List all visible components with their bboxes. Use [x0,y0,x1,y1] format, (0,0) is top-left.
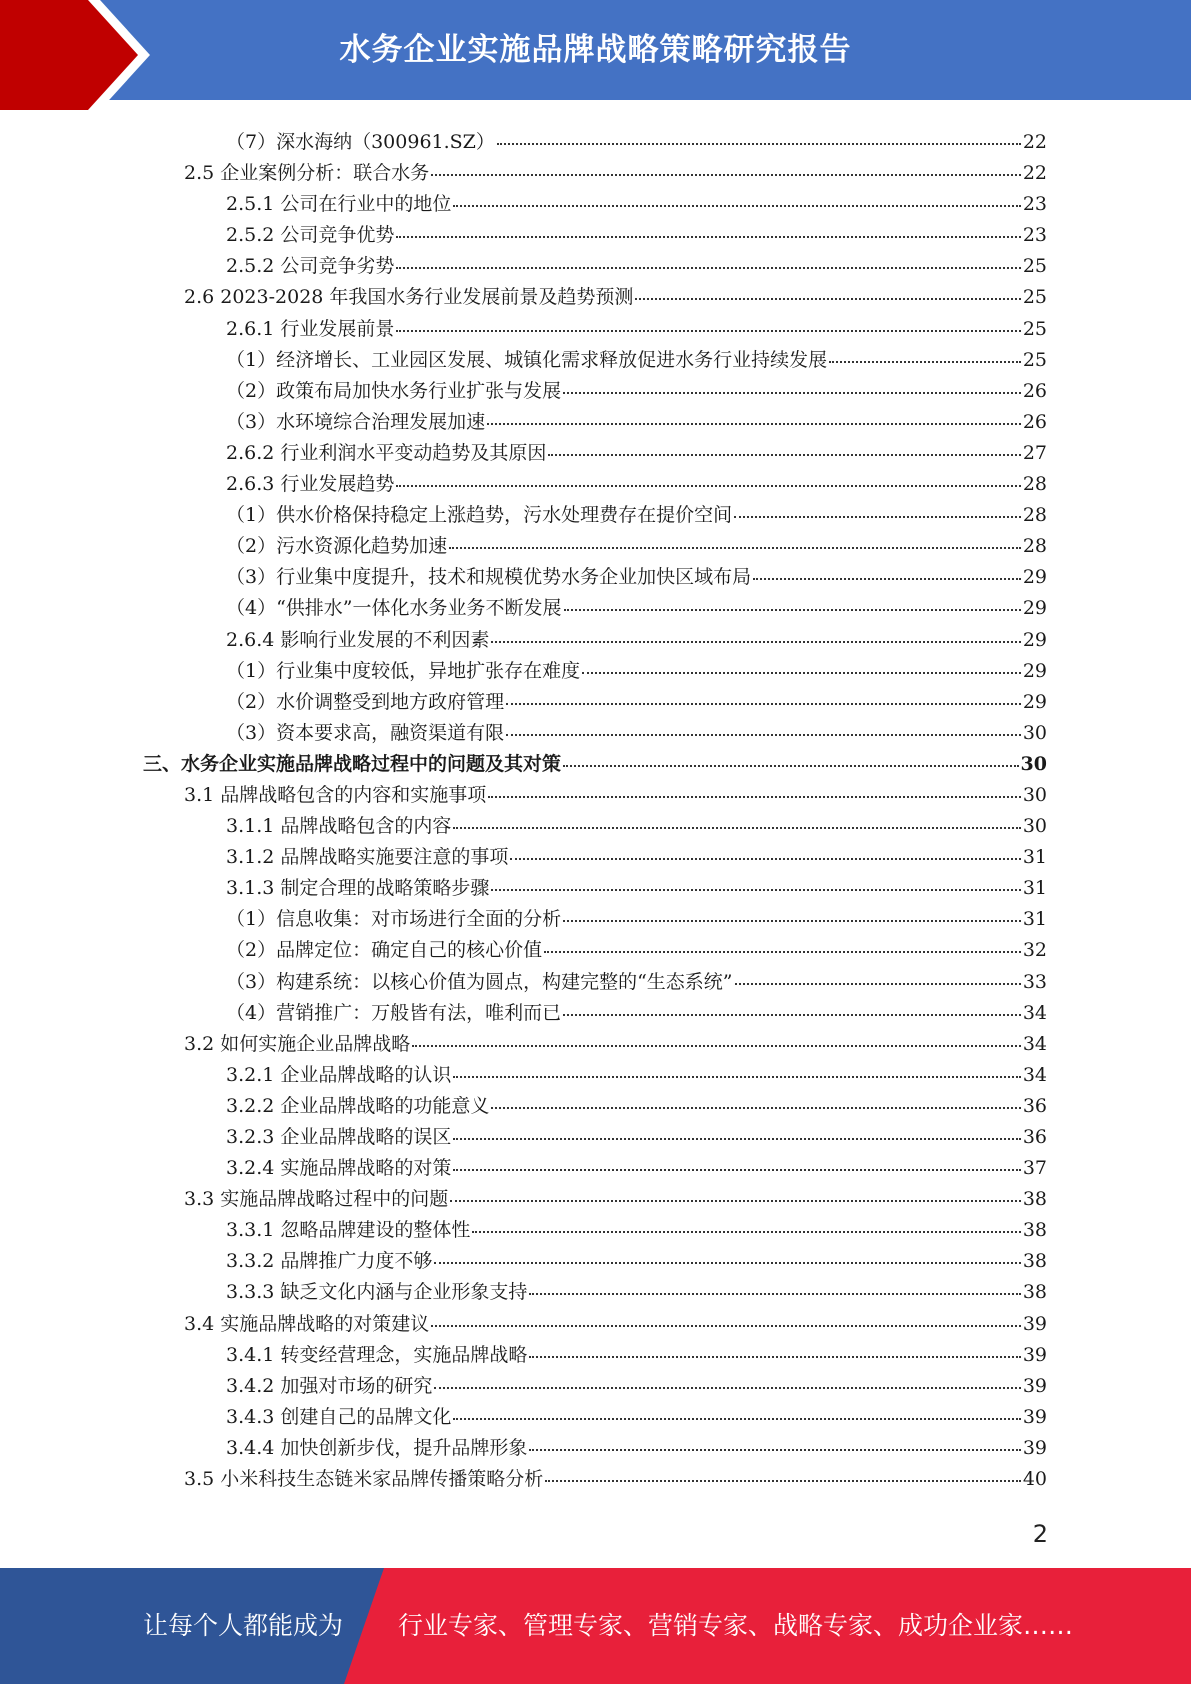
toc-entry[interactable] [0,500,1191,531]
toc-entry-page: 27 [1022,441,1047,464]
toc-entry[interactable] [0,998,1191,1029]
toc-entry-title: （4）“供排水”一体化水务业务不断发展 [226,597,562,620]
toc-entry-title: （1）经济增长、工业园区发展、城镇化需求释放促进水务行业持续发展 [226,348,828,371]
toc-dot-leader [453,1416,1020,1420]
toc-dot-leader [545,1478,1021,1482]
toc-entry-title: 2.6.1 行业发展前景 [226,317,395,340]
toc-entry-title: （1）信息收集：对市场进行全面的分析 [226,908,562,931]
toc-entry-title: 2.5.1 公司在行业中的地位 [226,193,452,216]
toc-dot-leader [582,670,1021,674]
toc-entry[interactable] [0,1122,1191,1153]
toc-dot-leader [544,949,1021,953]
toc-dot-leader [396,483,1020,487]
toc-entry[interactable] [0,376,1191,407]
toc-entry[interactable] [0,1060,1191,1091]
toc-entry-title: （2）水价调整受到地方政府管理 [226,690,505,713]
toc-dot-leader [529,1354,1020,1358]
toc-entry-page: 37 [1022,1157,1047,1180]
toc-entry-page: 28 [1022,504,1047,527]
toc-dot-leader [488,794,1021,798]
toc-dot-leader [497,141,1021,145]
table-of-contents [0,127,1191,1495]
toc-entry[interactable] [0,189,1191,220]
toc-entry-title: 3.2.3 企业品牌战略的误区 [226,1126,452,1148]
toc-entry-page: 39 [1022,1343,1047,1366]
toc-dot-leader [753,576,1021,580]
toc-entry-title: （3）构建系统：以核心价值为圆点，构建完整的“生态系统” [226,970,733,993]
toc-entry-page: 23 [1022,224,1047,247]
toc-dot-leader [434,1385,1020,1389]
toc-entry-title: 2.6.4 影响行业发展的不利因素 [226,628,490,651]
toc-entry[interactable] [0,220,1191,251]
toc-dot-leader [487,421,1021,425]
toc-dot-leader [453,825,1020,829]
toc-dot-leader [506,732,1021,736]
toc-entry-title: 2.5.2 公司竞争劣势 [226,255,395,278]
toc-entry[interactable] [0,656,1191,687]
toc-entry[interactable] [0,749,1191,780]
toc-dot-leader [563,1012,1021,1016]
toc-entry-title: 3.1.3 制定合理的战略策略步骤 [226,877,490,900]
toc-dot-leader [529,1447,1020,1451]
toc-entry[interactable] [0,718,1191,749]
toc-entry[interactable] [0,1277,1191,1308]
toc-entry-title: 3.4 实施品牌战略的对策建议 [184,1312,430,1335]
toc-entry-title: （1）供水价格保持稳定上涨趋势，污水处理费存在提价空间 [226,504,733,527]
toc-entry-page: 23 [1022,193,1047,216]
toc-dot-leader [491,887,1020,891]
toc-entry-title: 3.4.2 加强对市场的研究 [226,1374,433,1397]
toc-entry[interactable] [0,842,1191,873]
toc-dot-leader [506,701,1021,705]
toc-entry-title: 2.5.2 公司竞争优势 [226,224,395,247]
toc-dot-leader [431,172,1021,176]
toc-dot-leader [450,1198,1021,1202]
toc-entry-page: 34 [1022,1032,1047,1055]
toc-dot-leader [453,1136,1020,1140]
toc-entry[interactable] [0,282,1191,313]
toc-entry-page: 28 [1022,473,1047,496]
toc-entry-page: 22 [1022,162,1047,185]
toc-entry-page: 25 [1022,286,1047,309]
toc-dot-leader [829,359,1021,363]
toc-entry-title: （4）营销推广：万般皆有法，唯利而已 [226,1001,562,1024]
toc-entry-title: 2.5 企业案例分析：联合水务 [184,162,430,185]
toc-dot-leader [453,203,1020,207]
toc-entry-title: （2）品牌定位：确定自己的核心价值 [226,939,543,962]
toc-entry-title: （2）政策布局加快水务行业扩张与发展 [226,379,562,402]
toc-entry[interactable] [0,1215,1191,1246]
toc-dot-leader [396,234,1020,238]
toc-entry-title: 3.2 如何实施企业品牌战略 [184,1032,411,1055]
toc-entry-title: （3）水环境综合治理发展加速 [226,410,486,433]
toc-entry[interactable] [0,531,1191,562]
toc-entry-page: 30 [1020,752,1047,775]
toc-entry-title: 2.6 2023-2028 年我国水务行业发展前景及趋势预测 [184,286,634,309]
toc-entry-title: 3.1.1 品牌战略包含的内容 [226,815,452,838]
toc-dot-leader [396,328,1020,332]
footer-slogan-left: 让每个人都能成为 [143,1611,344,1640]
toc-entry-page: 30 [1022,783,1047,806]
toc-entry-title: 3.1 品牌战略包含的内容和实施事项 [184,783,487,806]
toc-entry-title: 三、水务企业实施品牌战略过程中的问题及其对策 [143,752,562,775]
toc-entry-page: 29 [1022,659,1047,682]
toc-entry-page: 28 [1022,535,1047,558]
toc-dot-leader [563,763,1019,767]
toc-entry[interactable] [0,687,1191,718]
toc-dot-leader [472,1229,1020,1233]
toc-entry-page: 34 [1022,1063,1047,1086]
toc-entry[interactable] [0,1246,1191,1277]
toc-entry-page: 25 [1022,255,1047,278]
toc-dot-leader [434,1260,1020,1264]
toc-dot-leader [563,390,1021,394]
page-number: 2 [1032,1520,1048,1548]
toc-entry-title: 3.2.2 企业品牌战略的功能意义 [226,1094,490,1117]
toc-entry-page: 34 [1022,1001,1047,1024]
toc-entry-page: 29 [1022,628,1047,651]
toc-entry-page: 36 [1022,1126,1047,1148]
toc-dot-leader [548,452,1020,456]
toc-entry-page: 39 [1022,1374,1047,1397]
toc-entry[interactable] [0,593,1191,624]
toc-entry-page: 30 [1022,815,1047,838]
toc-entry-title: 3.3.2 品牌推广力度不够 [226,1250,433,1273]
toc-dot-leader [453,1074,1020,1078]
toc-dot-leader [449,545,1021,549]
toc-dot-leader [412,1043,1021,1047]
toc-dot-leader [396,265,1020,269]
page-footer [0,1568,1191,1684]
toc-entry-title: 3.4.4 加快创新步伐，提升品牌形象 [226,1436,528,1459]
toc-entry[interactable] [0,904,1191,935]
toc-entry-title: （2）污水资源化趋势加速 [226,535,448,558]
toc-entry[interactable] [0,935,1191,966]
toc-entry-title: 3.4.1 转变经营理念，实施品牌战略 [226,1343,528,1366]
toc-entry-title: 3.3 实施品牌战略过程中的问题 [184,1188,449,1211]
toc-entry[interactable] [0,1153,1191,1184]
toc-entry-title: （7）深水海纳（300961.SZ） [226,131,495,153]
toc-entry-page: 29 [1022,597,1047,620]
toc-entry-page: 39 [1022,1436,1047,1459]
toc-entry[interactable] [0,1309,1191,1340]
toc-entry-title: 3.3.1 忽略品牌建设的整体性 [226,1219,471,1242]
toc-entry[interactable] [0,1464,1191,1495]
toc-entry[interactable] [0,438,1191,469]
toc-entry-page: 29 [1022,566,1047,589]
toc-entry-page: 26 [1022,379,1047,402]
toc-entry[interactable] [0,1371,1191,1402]
toc-entry[interactable] [0,1184,1191,1215]
toc-entry[interactable] [0,158,1191,189]
toc-entry[interactable] [0,1340,1191,1371]
toc-entry-page: 31 [1022,877,1047,900]
toc-entry-title: 2.6.2 行业利润水平变动趋势及其原因 [226,441,547,464]
document-title: 水务企业实施品牌战略策略研究报告 [339,32,852,68]
toc-entry-page: 36 [1022,1094,1047,1117]
toc-entry-page: 31 [1022,908,1047,931]
toc-dot-leader [431,1323,1021,1327]
toc-entry-title: 3.4.3 创建自己的品牌文化 [226,1405,452,1428]
toc-dot-leader [734,514,1021,518]
toc-entry-page: 29 [1022,690,1047,713]
toc-entry[interactable] [0,1029,1191,1060]
toc-entry[interactable] [0,1402,1191,1433]
toc-dot-leader [510,856,1020,860]
toc-entry[interactable] [0,967,1191,998]
toc-dot-leader [529,1291,1020,1295]
toc-entry[interactable] [0,407,1191,438]
footer-slogan-right: 行业专家、管理专家、营销专家、战略专家、成功企业家…… [398,1611,1074,1640]
toc-entry-page: 38 [1022,1219,1047,1242]
toc-entry-page: 39 [1022,1405,1047,1428]
toc-entry-title: （1）行业集中度较低，异地扩张存在难度 [226,659,581,682]
toc-dot-leader [491,639,1020,643]
toc-entry-title: 3.3.3 缺乏文化内涵与企业形象支持 [226,1281,528,1304]
toc-dot-leader [563,918,1021,922]
toc-entry-title: （3）资本要求高，融资渠道有限 [226,721,505,744]
toc-dot-leader [635,296,1020,300]
toc-entry[interactable] [0,811,1191,842]
toc-entry[interactable] [0,469,1191,500]
toc-entry-page: 32 [1022,939,1047,962]
toc-entry-title: 3.2.1 企业品牌战略的认识 [226,1063,452,1086]
toc-entry-page: 25 [1022,317,1047,340]
toc-entry-page: 22 [1022,131,1047,153]
toc-entry-title: （3）行业集中度提升，技术和规模优势水务企业加快区域布局 [226,566,752,589]
toc-entry[interactable] [0,314,1191,345]
toc-entry-title: 2.6.3 行业发展趋势 [226,473,395,496]
toc-entry-page: 38 [1022,1281,1047,1304]
toc-entry-title: 3.2.4 实施品牌战略的对策 [226,1157,452,1180]
toc-entry[interactable] [0,562,1191,593]
toc-entry-page: 25 [1022,348,1047,371]
toc-entry-page: 33 [1022,970,1047,993]
toc-entry-title: 3.5 小米科技生态链米家品牌传播策略分析 [184,1468,544,1491]
toc-entry-page: 30 [1022,721,1047,744]
toc-dot-leader [453,1167,1020,1171]
page-header [0,0,1191,110]
toc-entry-title: 3.1.2 品牌战略实施要注意的事项 [226,846,509,869]
toc-dot-leader [564,607,1021,611]
toc-entry-page: 38 [1022,1250,1047,1273]
toc-entry[interactable] [0,625,1191,656]
toc-entry[interactable] [0,1091,1191,1122]
toc-entry[interactable] [0,251,1191,282]
toc-dot-leader [735,981,1021,985]
toc-entry-page: 39 [1022,1312,1047,1335]
toc-entry[interactable] [0,345,1191,376]
toc-entry-page: 38 [1022,1188,1047,1211]
toc-entry-page: 31 [1022,846,1047,869]
toc-entry[interactable] [0,780,1191,811]
toc-entry[interactable] [0,873,1191,904]
toc-entry-page: 26 [1022,410,1047,433]
toc-entry-page: 40 [1022,1468,1047,1491]
toc-dot-leader [491,1105,1020,1109]
toc-entry[interactable] [0,127,1191,158]
toc-entry[interactable] [0,1433,1191,1464]
